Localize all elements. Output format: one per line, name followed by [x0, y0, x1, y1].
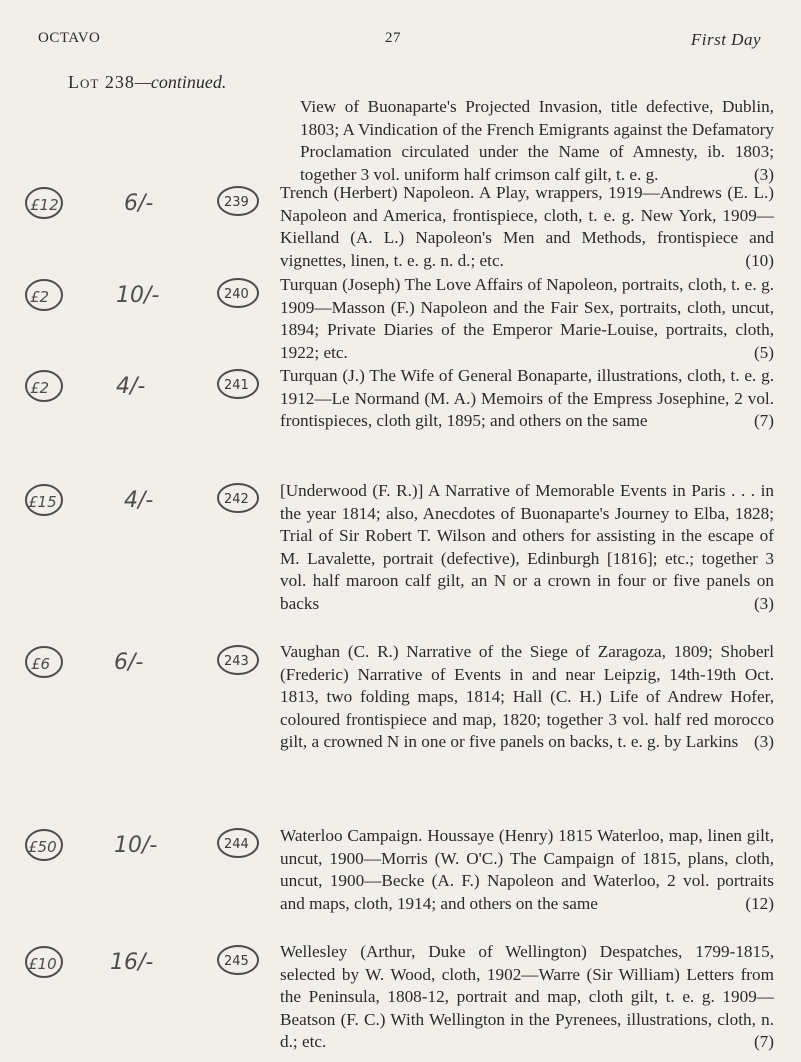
entry-text: [Underwood (F. R.)] A Narrative of Memorable Events in Paris . . . in the year 1814; also, Anecdotes of Buonaparte's Journey to Elba, 1828; Trial of Sir Robert T. Wilson and others for assisting in the escape of M. Lavalette, portrait (defective), Edinburgh [1816]; etc.; together 3 vol. half maroon calf gilt, an N or a crown in four or five panels on backs: [280, 481, 774, 613]
lot-continued: —continued.: [134, 72, 227, 92]
entry-continued: [300, 96, 774, 186]
margin-note: 16/-: [110, 950, 154, 975]
margin-price: £50: [28, 838, 57, 856]
margin-annotation: [24, 642, 264, 686]
lot-number: 240: [224, 287, 249, 302]
volume-count: (7): [753, 1032, 774, 1052]
margin-annotation: [24, 275, 264, 319]
lot-number: 241: [224, 378, 249, 393]
page-number: 27: [385, 30, 401, 46]
margin-price: £15: [28, 493, 57, 511]
entry-text: Wellesley (Arthur, Duke of Wellington) Despatches, 1799-1815, selected by W. Wood, cloth, 1902—Warre (Sir William) Letters from the Peninsula, 1808-12, portrait and map, cloth gilt, t. e. g. 1909—Beatson (F. C.) With Wellington in the Pyrenees, illustrations, cloth, n. d.; etc.: [280, 942, 774, 1052]
lot-number: 245: [224, 954, 249, 969]
margin-annotation: [24, 480, 264, 524]
page-header: [0, 30, 801, 54]
entry-text: Vaughan (C. R.) Narrative of the Siege of Zaragoza, 1809; Shoberl (Frederic) Narrative of Events in and near Leipzig, 14th-19th Oct. 1813, two folding maps, 1814; Hall (C. H.) Life of Andrew Hofer, coloured frontispiece and map, 1820; together 3 vol. half red morocco gilt, a crowned N in one or five panels on backs, t. e. g. by Larkins: [280, 642, 774, 752]
volume-count: (10): [745, 250, 774, 270]
volume-count: (5): [753, 342, 774, 362]
lot-number: 243: [224, 654, 249, 669]
margin-price: £2: [30, 288, 50, 306]
margin-note: 6/-: [114, 650, 144, 675]
lot-number: 242: [224, 492, 249, 507]
margin-note: 6/-: [124, 191, 154, 216]
catalogue-entry: [280, 480, 774, 616]
margin-note: 10/-: [114, 833, 158, 858]
lot-number: 244: [224, 837, 249, 852]
margin-price: £10: [28, 955, 57, 973]
catalogue-entry: [280, 182, 774, 272]
margin-annotation: [24, 825, 264, 869]
volume-count: (3): [753, 593, 774, 613]
volume-count: (12): [745, 893, 774, 913]
margin-note: 10/-: [116, 283, 160, 308]
catalogue-entry: [280, 365, 774, 433]
margin-price: £2: [30, 379, 50, 397]
margin-annotation: [24, 942, 264, 986]
entry-text: Trench (Herbert) Napoleon. A Play, wrappers, 1919—Andrews (E. L.) Napoleon and America, frontispiece, cloth, t. e. g. New York, 1909—Kielland (A. L.) Napoleon's Men and Methods, frontispiece and vignettes, linen, t. e. g. n. d.; etc.: [280, 183, 774, 270]
lot-label: Lot 238: [68, 72, 135, 92]
margin-annotation: [24, 366, 264, 410]
catalogue-entry: [280, 825, 774, 915]
header-format: OCTAVO: [38, 30, 101, 46]
margin-annotation: [24, 183, 264, 227]
volume-count: (3): [753, 164, 774, 184]
margin-price: £12: [30, 196, 59, 214]
entry-text: Waterloo Campaign. Houssaye (Henry) 1815 Waterloo, map, linen gilt, uncut, 1900—Morris (W. O'C.) The Campaign of 1815, plans, cloth, uncut, 1900—Becke (A. F.) Napoleon and Waterloo, 2 vol. portraits and maps, cloth, 1914; and others on the same: [280, 826, 774, 913]
entry-text: View of Buonaparte's Projected Invasion, title defective, Dublin, 1803; A Vindication of the French Emigrants against the Defamatory Proclamation circulated under the Name of Amnesty, ib. 1803; together 3 vol. uniform half crimson calf gilt, t. e. g.: [300, 97, 774, 184]
lot-heading: [68, 72, 226, 93]
header-day: First Day: [690, 30, 761, 49]
entry-text: Turquan (Joseph) The Love Affairs of Napoleon, portraits, cloth, t. e. g. 1909—Masson (F.) Napoleon and the Fair Sex, portraits, cloth, uncut, 1894; Private Diaries of the Emperor Marie-Louise, portraits, cloth, 1922; etc.: [280, 275, 774, 362]
margin-note: 4/-: [116, 374, 146, 399]
margin-price: £6: [31, 655, 51, 673]
margin-note: 4/-: [124, 488, 154, 513]
catalogue-entry: [280, 641, 774, 754]
entry-text: Turquan (J.) The Wife of General Bonaparte, illustrations, cloth, t. e. g. 1912—Le Normand (M. A.) Memoirs of the Empress Josephine, 2 vol. frontispieces, cloth gilt, 1895; and others on the same: [280, 366, 774, 431]
volume-count: (7): [753, 411, 774, 431]
catalogue-entry: [280, 941, 774, 1054]
lot-number: 239: [224, 195, 249, 210]
volume-count: (3): [753, 732, 774, 752]
catalogue-entry: [280, 274, 774, 364]
